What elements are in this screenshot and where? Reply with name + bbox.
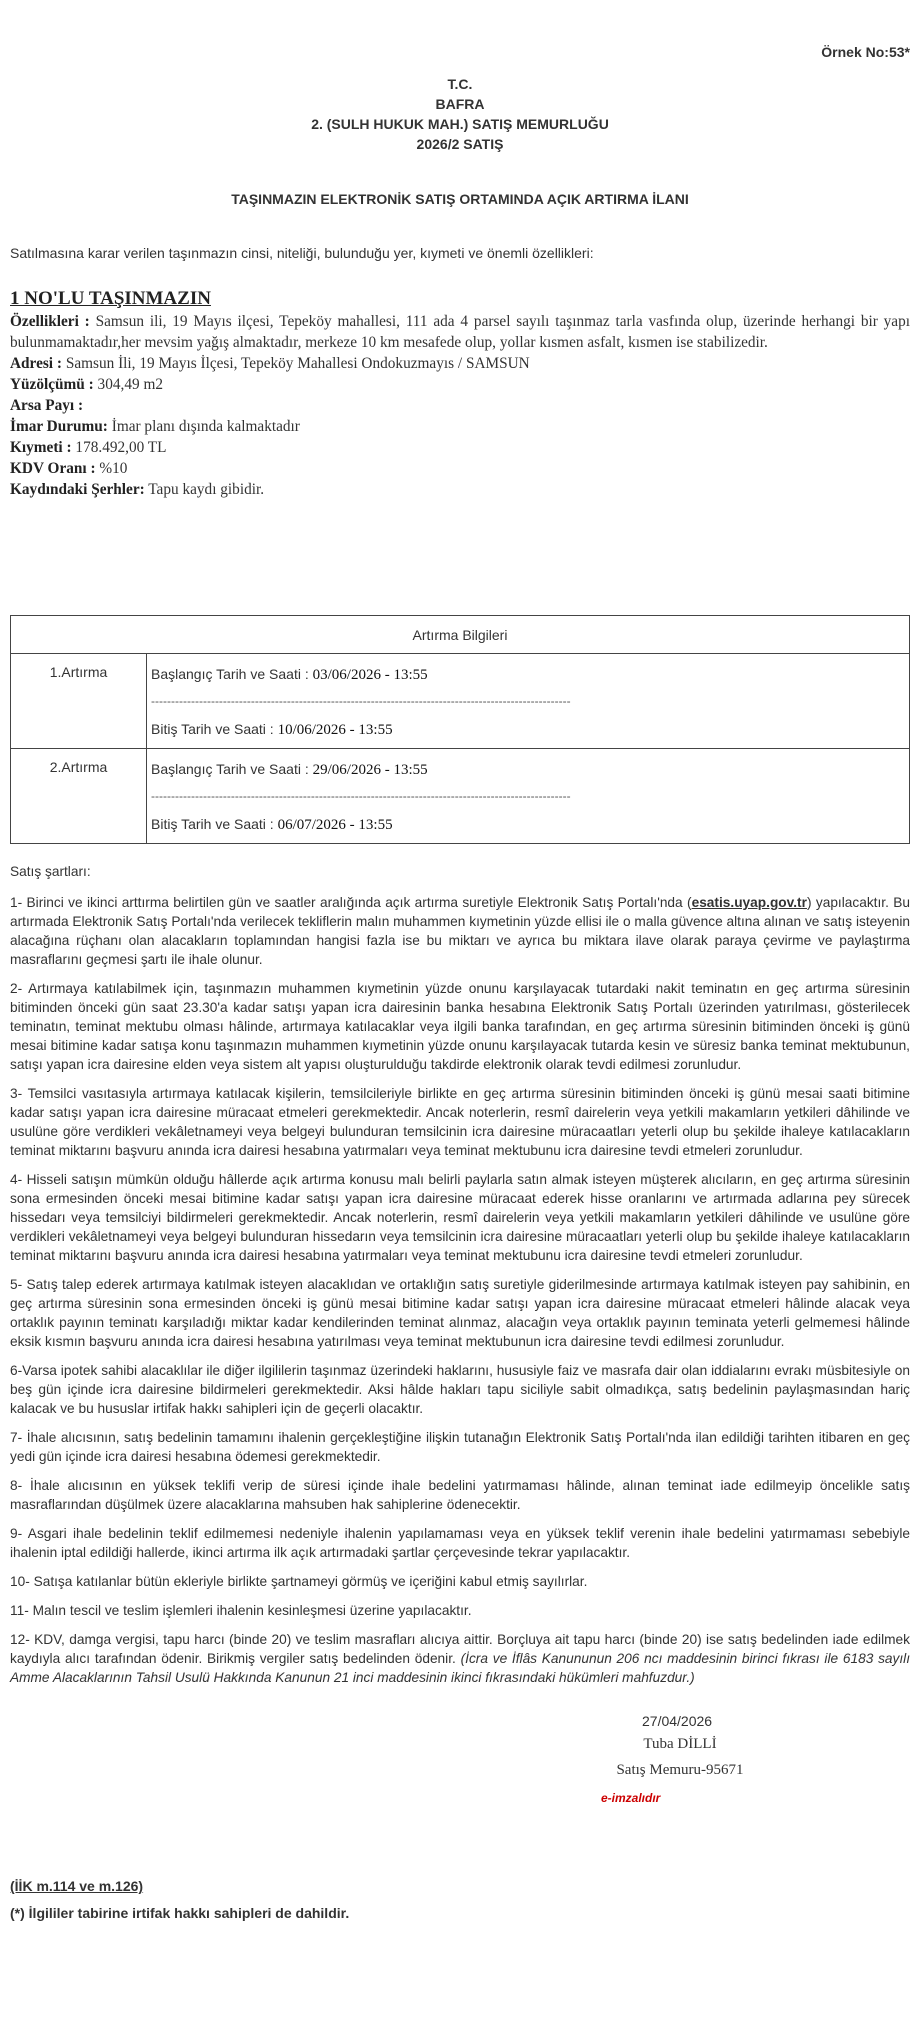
terms-heading: Satış şartları: [10,864,91,879]
sale-terms [10,862,910,1697]
intro-text: Satılmasına karar verilen taşınmazın cinsi, niteliği, bulunduğu yer, kıymeti ve önemli özellikleri: [10,245,594,261]
address-value: Samsun İli, 19 Mayıs İlçesi, Tepeköy Mahallesi Ondokuzmayıs / SAMSUN [65,355,530,372]
header-line-city: BAFRA [435,96,485,112]
auction-table-header [11,616,910,654]
e-signature-mark: e-imzalıdır [601,1791,661,1805]
start-label: Başlangıç Tarih ve Saati : [151,761,309,777]
document-header [10,74,910,154]
land-share-label: Arsa Payı : [10,397,84,414]
value-amount: 178.492,00 TL [75,439,167,456]
term-7: 7- İhale alıcısının, satış bedelinin tamamını ihalenin gerçekleştiğine ilişkin tutanağın Elektronik Satış Portalı'nda ilan edildiği tarihten itibaren en geç yedi gün içinde icra dairesi hesabına ödemesi gerekmektedir. [10,1430,910,1464]
value-label: Kıymeti : [10,439,72,456]
start-datetime: 03/06/2026 - 13:55 [312,667,428,683]
end-label: Bitiş Tarih ve Saati : [151,816,274,832]
auction-row-dates [147,654,910,749]
auction-row-2 [11,749,910,844]
vat-value: %10 [99,460,128,477]
annotations-label: Kaydındaki Şerhler: [10,481,145,498]
separator-dashes: --------------------------------------------------------------------------------------------------------- [151,789,571,803]
auction-row-label: 2.Artırma [11,749,147,844]
header-line-file: 2026/2 SATIŞ [416,136,504,152]
header-line-office: 2. (SULH HUKUK MAH.) SATIŞ MEMURLUĞU [311,116,609,132]
auction-row-dates [147,749,910,844]
auction-row-label: 1.Artırma [11,654,147,749]
document-title: TAŞINMAZIN ELEKTRONİK SATIŞ ORTAMINDA AÇIK ARTIRMA İLANI [231,191,689,207]
ornek-no: Örnek No:53* [821,44,910,60]
features-value: Samsun ili, 19 Mayıs ilçesi, Tepeköy mahallesi, 111 ada 4 parsel sayılı taşınmaz tarla vasfında olup, üzerinde herhangi bir yapı bulunmamaktadır,her mevsim yağış almaktadır, merkeze 10 km mesafede olup, yollar kısmen asfalt, kısmen ise stabilizedir. [10,313,910,351]
term-10: 10- Satışa katılanlar bütün ekleriyle birlikte şartnameyi görmüş ve içeriğini kabul etmiş sayılırlar. [10,1574,588,1589]
zoning-value: İmar planı dışında kalmaktadır [111,418,300,435]
signature-date: 27/04/2026 [642,1713,713,1729]
start-label: Başlangıç Tarih ve Saati : [151,666,309,682]
term-11: 11- Malın tescil ve teslim işlemleri ihalenin kesinleşmesi üzerine yapılacaktır. [10,1603,472,1618]
signer-name: Tuba DİLLİ [643,1736,717,1752]
property-zoning [10,416,910,437]
address-label: Adresi : [10,355,62,372]
esatis-link[interactable]: esatis.uyap.gov.tr [691,895,807,910]
auction-row-1 [11,654,910,749]
term-12: 12- KDV, damga vergisi, tapu harcı (binde 20) ve teslim masrafları alıcıya aittir. Borçluya ait tapu harcı (binde 20) ise satış bedelinden iade edilmek kaydıyla alıcı tarafından ödenir. Birikmiş vergiler satış bedelinden ödenir. (İcra ve İflâs Kanununun 206 ncı maddesinin birinci fıkrası ile 6183 sayılı Amme Alacaklarının Tahsil Usulü Hakkında Kanunun 21 inci maddesinin ikinci fıkrasındaki hükümleri mahfuzdur.) [10,1632,911,1685]
property-details [10,287,910,500]
area-label: Yüzölçümü : [10,376,94,393]
end-datetime: 06/07/2026 - 13:55 [277,817,393,833]
term-4: 4- Hisseli satışın mümkün olduğu hâllerde açık artırma konusu malı belirli paylarla satın almak isteyen müşterek alıcıların, en geç artırma süresinin sona ermesinden önceki mesai bitimine kadar satışı yapan icra dairesine müracaat ederek hisse oranlarını ve artırmada adlarına pey sürecek hissedarı veya temsilciyi bildirmeleri gerekmektedir. Ancak noterlerin, resmî dairelerin veya yetkili makamların yetkileri dâhilinde ve usulüne göre verdikleri vekâletnameyi veya belgeyi bulunduran hissedarın veya temsilcinin icra dairesine müracaatları yeterli olup bu şekilde ihaleye katılacakların teminat miktarını başvuru anında icra dairesi hesabına yatırmaları veya teminat mektubunu icra dairesine tevdi etmeleri zorunludur. [10,1172,910,1263]
header-line-tc: T.C. [447,76,473,92]
auction-table [10,615,910,844]
term-8: 8- İhale alıcısının en yüksek teklifi verip de süresi içinde ihale bedelini yatırmaması hâlinde, alınan teminat iade edilmeyip öncelikle satış masraflarından düşülmek üzere alacaklarına mahsuben hak sahiplerine ödenecektir. [10,1478,910,1512]
signer-title: Satış Memuru-95671 [616,1762,744,1778]
area-value: 304,49 m2 [97,376,163,393]
term-9: 9- Asgari ihale bedelinin teklif edilmemesi nedeniyle ihalenin yapılamaması veya en yüksek teklif verenin ihale bedelini yatırmaması sebebiyle ihalenin iptal edildiği hallerde, ikinci artırma ilk açık artırmadaki şartlar çerçevesinde tekrar yapılacaktır. [10,1526,910,1560]
property-address [10,353,910,374]
term-12-legal-note: (İcra ve İflâs Kanununun 206 ncı maddesinin birinci fıkrası ile 6183 sayılı Amme Alacaklarının Tahsil Usulü Hakkında Kanunun 21 inci maddesinin ikinci fıkrasındaki hükümleri mahfuzdur.) [10,1651,911,1685]
annotations-value: Tapu kaydı gibidir. [148,481,265,498]
term-5: 5- Satış talep ederek artırmaya katılmak isteyen alacaklıdan ve ortaklığın satış suretiyle giderilmesinde artırmaya katılmak isteyen pay sahibinin, en geç artırma süresinin sona ermesinden önceki iş günü mesai bitimine kadar satışı yapan icra dairesine müracaat etmeleri hâlinde alacak veya ortaklık payının teminatı karşıladığı miktar kadar kendilerinden teminat alınmaz, alacağın veya ortaklık payının teminata yeterli gelmemesi hâlinde eksik kısmın başvuru anında icra dairesi hesabına yatırılması veya teminat mektubunun icra dairesine tevdi edilmesi zorunludur. [10,1277,910,1349]
auction-table-title: Artırma Bilgileri [11,616,910,654]
separator-dashes: --------------------------------------------------------------------------------------------------------- [151,694,571,708]
law-reference: (İİK m.114 ve m.126) [10,1878,144,1894]
property-annotations [10,479,910,500]
property-value [10,437,910,458]
vat-label: KDV Oranı : [10,460,96,477]
end-label: Bitiş Tarih ve Saati : [151,721,274,737]
term-2: 2- Artırmaya katılabilmek için, taşınmazın muhammen kıymetinin yüzde onunu karşılayacak tutardaki nakit teminatın en geç artırma süresinin bitiminden önceki gün saat 23.30'a kadar satışı yapan icra dairesinin banka hesabına Elektronik Satış Portalı üzerinden yatırılması, gösterilecek teminatın, teminat mektubu olması hâlinde, artırmaya katılacaklar veya ilgili banka tarafından, en geç artırma süresinin bitiminden önceki iş günü mesai bitimine kadar satışa konu taşınmazın muhammen kıymetinin yüzde onunu karşılayacak tutarda kesin ve süresiz banka teminat mektubunun, satışı yapan icra dairesine elden veya sistem alt yapısı oluşturulduğu takdirde elektronik olarak tevdi edilmesi zorunludur. [10,981,910,1072]
start-datetime: 29/06/2026 - 13:55 [312,762,428,778]
term-6: 6-Varsa ipotek sahibi alacaklılar ile diğer ilgililerin taşınmaz üzerindeki haklarını, hususiyle faiz ve masrafa dair olan iddialarını evrakı müsbitesiyle on beş gün içinde icra dairesine bildirmeleri gerekmektedir. Aksi hâlde hakları tapu siciliyle sabit olmadıkça, satış bedelinin paylaşmasından hariç kalacak ve bu hususlar irtifak hakkı sahipleri için de geçerli olacaktır. [10,1363,910,1416]
zoning-label: İmar Durumu: [10,418,108,435]
footnote: (*) İlgililer tabirine irtifak hakkı sahipleri de dahildir. [10,1905,350,1921]
features-label: Özellikleri : [10,313,90,330]
property-area [10,374,910,395]
property-heading: 1 NO'LU TAŞINMAZIN [10,288,211,309]
property-features [10,311,910,353]
term-3: 3- Temsilci vasıtasıyla artırmaya katılacak kişilerin, temsilcileriyle birlikte en geç artırma süresinin bitiminden önceki iş günü mesai saati bitimine kadar satışı yapan icra dairesine müracaat etmeleri gerekmektedir. Ancak noterlerin, resmî dairelerin veya yetkili makamların yetkileri dâhilinde ve usulüne göre verdikleri vekâletnameyi veya belgeyi bulunduran temsilcinin icra dairesine müracaatları yeterli olup bu şekilde ihaleye katılacakların teminat miktarını başvuru anında icra dairesi hesabına yatırmaları veya teminat mektubunu icra dairesine tevdi etmeleri zorunludur. [10,1086,910,1158]
property-vat [10,458,910,479]
property-land-share [10,395,910,416]
end-datetime: 10/06/2026 - 13:55 [277,722,393,738]
term-1: 1- Birinci ve ikinci arttırma belirtilen gün ve saatler aralığında açık artırma suretiyle Elektronik Satış Portalı'nda (esatis.uyap.gov.tr) yapılacaktır. Bu artırmada Elektronik Satış Portalı'nda verilecek tekliflerin malın muhammen kıymetinin yüzde ellisi ile o malla güvence altına alınan ve satış isteyenin alacağına rüçhanı olan alacakların toplamından hangisi fazla ise bu miktarı ve ayrıca bu miktara ilave olarak paraya çevirme ve paylaştırma masraflarını geçmesi şartı ile ihale olunur. [10,895,910,967]
